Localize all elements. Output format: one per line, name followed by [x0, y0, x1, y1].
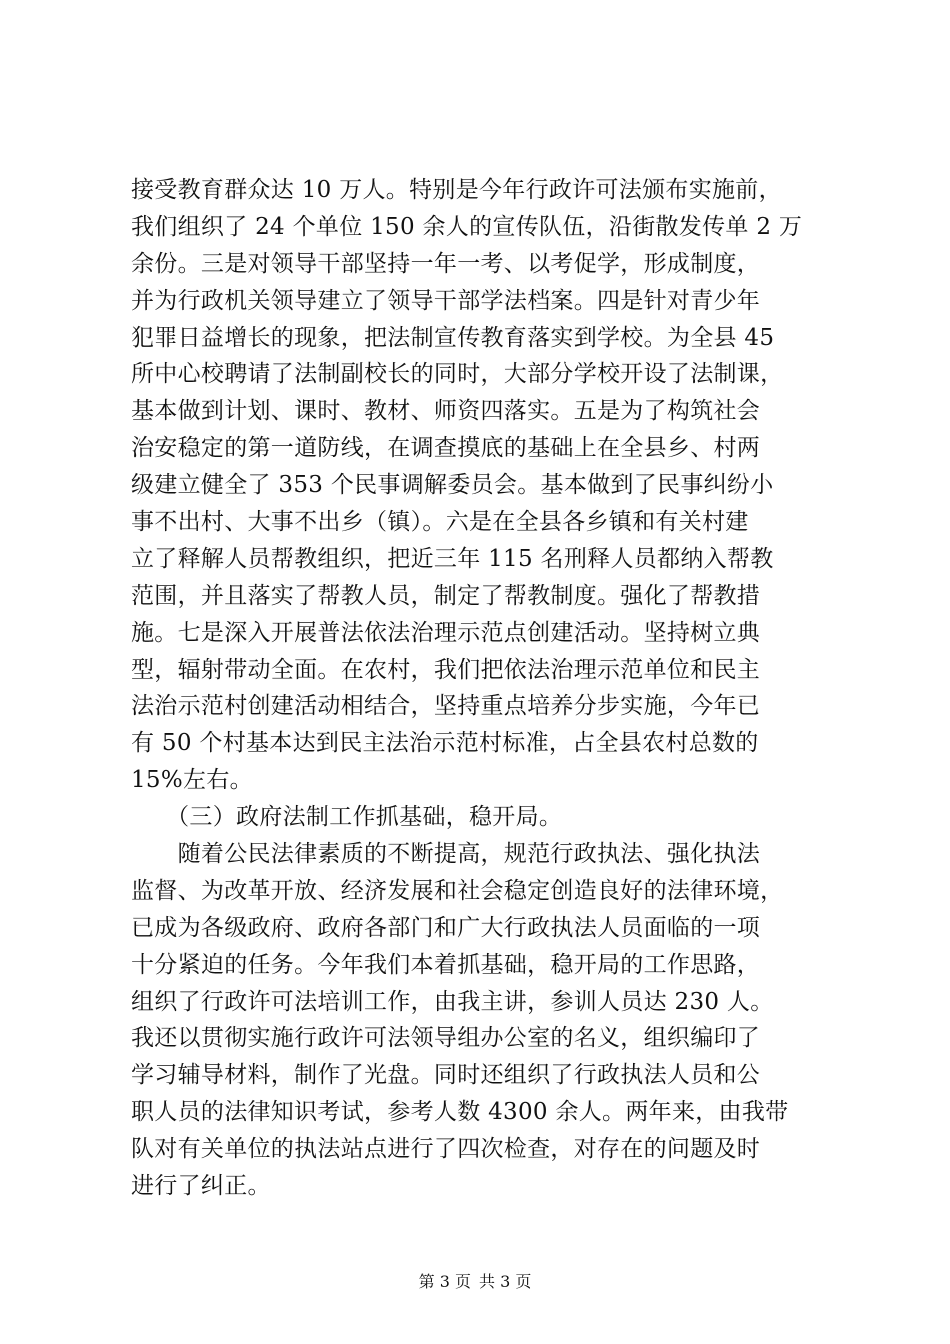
text-line: 并为行政机关领导建立了领导干部学法档案。四是针对青少年: [131, 287, 761, 314]
text-line: 监督、为改革开放、经济发展和社会稳定创造良好的法律环境，: [131, 877, 784, 904]
section-heading: （三）政府法制工作抓基础，稳开局。: [131, 804, 563, 831]
text-line: 接受教育群众达 10 万人。特别是今年行政许可法颁布实施前，: [131, 177, 782, 203]
text-line: 十分紧迫的任务。今年我们本着抓基础，稳开局的工作思路，: [131, 951, 761, 978]
text-line: 我们组织了 24 个单位 150 余人的宣传队伍，沿街散发传单 2 万: [131, 213, 803, 240]
text-line: 法治示范村创建活动相结合，坚持重点培养分步实施，今年已: [131, 693, 761, 720]
text-line: 施。七是深入开展普法依法治理示范点创建活动。坚持树立典: [131, 619, 761, 646]
text-line: 职人员的法律知识考试，参考人数 4300 余人。两年来，由我带: [131, 1099, 789, 1126]
text-line: 立了释解人员帮教组织，把近三年 115 名刑释人员都纳入帮教: [131, 545, 774, 572]
page-number: 第 3 页: [418, 1272, 471, 1291]
body-text: [131, 172, 831, 1205]
text-line: 随着公民法律素质的不断提高，规范行政执法、强化执法: [131, 841, 761, 868]
text-line: 学习辅导材料，制作了光盘。同时还组织了行政执法人员和公: [131, 1062, 761, 1089]
text-line: 15%左右。: [131, 767, 253, 794]
text-line: 基本做到计划、课时、教材、师资四落实。五是为了构筑社会: [131, 398, 761, 425]
text-line: 已成为各级政府、政府各部门和广大行政执法人员面临的一项: [131, 914, 761, 941]
text-line: 进行了纠正。: [131, 1173, 271, 1200]
text-line: 所中心校聘请了法制副校长的同时，大部分学校开设了法制课，: [131, 361, 784, 388]
text-line: 组织了行政许可法培训工作，由我主讲，参训人员达 230 人。: [131, 988, 774, 1015]
text-line: 犯罪日益增长的现象，把法制宣传教育落实到学校。为全县 45: [131, 324, 775, 351]
text-line: 事不出村、大事不出乡（镇）。六是在全县各乡镇和有关村建: [131, 509, 749, 536]
page-footer: [0, 1272, 950, 1292]
text-line: 余份。三是对领导干部坚持一年一考、以考促学，形成制度，: [131, 250, 761, 277]
page-total: 共 3 页: [479, 1272, 532, 1291]
text-line: 有 50 个村基本达到民主法治示范村标准，占全县农村总数的: [131, 730, 759, 757]
text-line: 我还以贯彻实施行政许可法领导组办公室的名义，组织编印了: [131, 1025, 761, 1052]
text-line: 级建立健全了 353 个民事调解委员会。基本做到了民事纠纷小: [131, 472, 774, 499]
text-line: 队对有关单位的执法站点进行了四次检查，对存在的问题及时: [131, 1136, 761, 1163]
text-line: 型，辐射带动全面。在农村，我们把依法治理示范单位和民主: [131, 656, 761, 683]
text-line: 治安稳定的第一道防线，在调查摸底的基础上在全县乡、村两: [131, 435, 761, 462]
text-line: 范围，并且落实了帮教人员，制定了帮教制度。强化了帮教措: [131, 582, 761, 609]
